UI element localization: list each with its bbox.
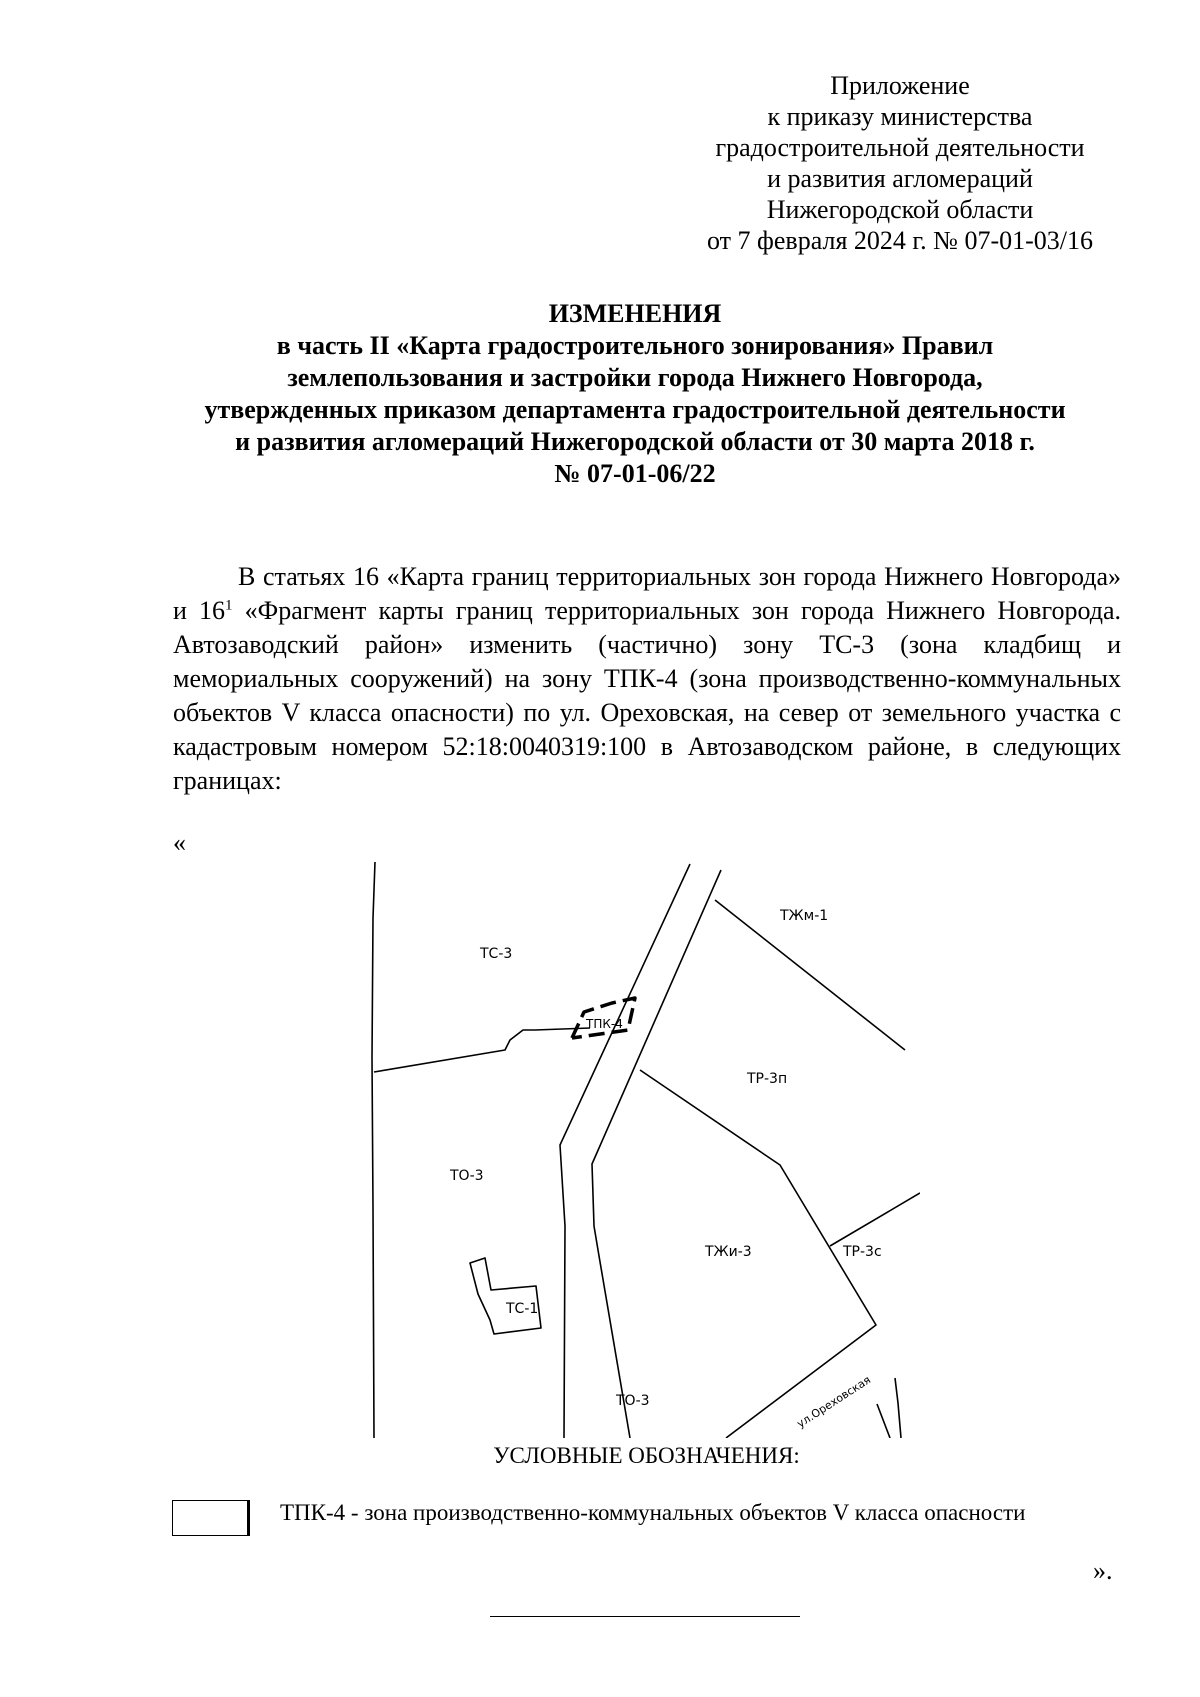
map-boundary-tr3p [640, 1070, 876, 1438]
street-label-orekhovskaya: ул.Ореховская [794, 1373, 874, 1431]
body-text-part: «Фрагмент карты границ территориальных зон города Нижнего Новгорода. Автозаводский район» изменить (частично) зону ТС-3 (зона кладбищ и мемориальных сооружений) на зону ТПК-4 (зона производственно-коммунальных объектов V класса опасности) по ул. Ореховская, на север от земельного участка с кадастровым номером 52:18:0040319:100 в Автозаводском районе, в следующих границах: [173, 596, 1121, 795]
body-text-part: В статьях 16 «Карта границ территориальных зон города Нижнего Новгорода» и 16 [173, 562, 1121, 625]
appendix-line: градостроительной деятельности [715, 133, 1085, 162]
zone-label-to3-upper: ТО-3 [450, 1168, 484, 1184]
map-street-corner [895, 1378, 901, 1438]
zone-label-tr3s: ТР-3с [843, 1244, 882, 1260]
zone-label-ts1: ТС-1 [506, 1301, 539, 1317]
zoning-map [360, 858, 920, 1438]
zone-label-ts3: ТС-3 [480, 946, 513, 962]
opening-quote: « [173, 828, 186, 857]
appendix-line: к приказу министерства [767, 102, 1033, 131]
zone-label-tpk4: ТПК-4 [586, 1017, 623, 1031]
closing-quote: ». [1093, 1556, 1113, 1585]
map-road-right-edge [592, 870, 721, 1438]
appendix-line: Приложение [830, 71, 970, 100]
title-line: и развития агломераций Нижегородской области от 30 марта 2018 г. [235, 427, 1035, 456]
title-line: утвержденных приказом департамента градостроительной деятельности [204, 395, 1066, 424]
map-boundary-left [372, 862, 375, 1438]
map-street-corner [877, 1404, 890, 1438]
title-line: землепользования и застройки города Нижнего Новгорода, [287, 363, 983, 392]
appendix-line: Нижегородской области [766, 195, 1034, 224]
title-line: в часть II «Карта градостроительного зонирования» Правил [276, 331, 994, 360]
zone-label-tzhm1: ТЖм-1 [780, 908, 829, 924]
document-title [150, 298, 1120, 490]
zone-label-tr3p: ТР-3п [747, 1071, 788, 1087]
legend-symbol [172, 1500, 250, 1536]
appendix-line: от 7 февраля 2024 г. № 07-01-03/16 [707, 226, 1093, 255]
zone-label-to3-lower: ТО-3 [616, 1393, 650, 1409]
appendix-block [600, 70, 1200, 256]
title-line: № 07-01-06/22 [554, 459, 716, 488]
article-superscript: 1 [225, 597, 233, 614]
map-boundary-ts1 [470, 1258, 541, 1334]
legend-heading: УСЛОВНЫЕ ОБОЗНАЧЕНИЯ: [493, 1443, 800, 1468]
map-boundary-tr3s [830, 1193, 920, 1246]
map-boundary-ts3-to3 [374, 1028, 590, 1072]
appendix-line: и развития агломераций [767, 164, 1033, 193]
bottom-divider [490, 1616, 800, 1617]
legend-item-text: ТПК-4 - зона производственно-коммунальных объектов V класса опасности [280, 1500, 1026, 1525]
title-heading: ИЗМЕНЕНИЯ [548, 299, 722, 328]
map-road-left-edge [560, 864, 690, 1438]
zone-label-tzhi3: ТЖи-3 [705, 1244, 752, 1260]
body-paragraph [173, 560, 1121, 798]
